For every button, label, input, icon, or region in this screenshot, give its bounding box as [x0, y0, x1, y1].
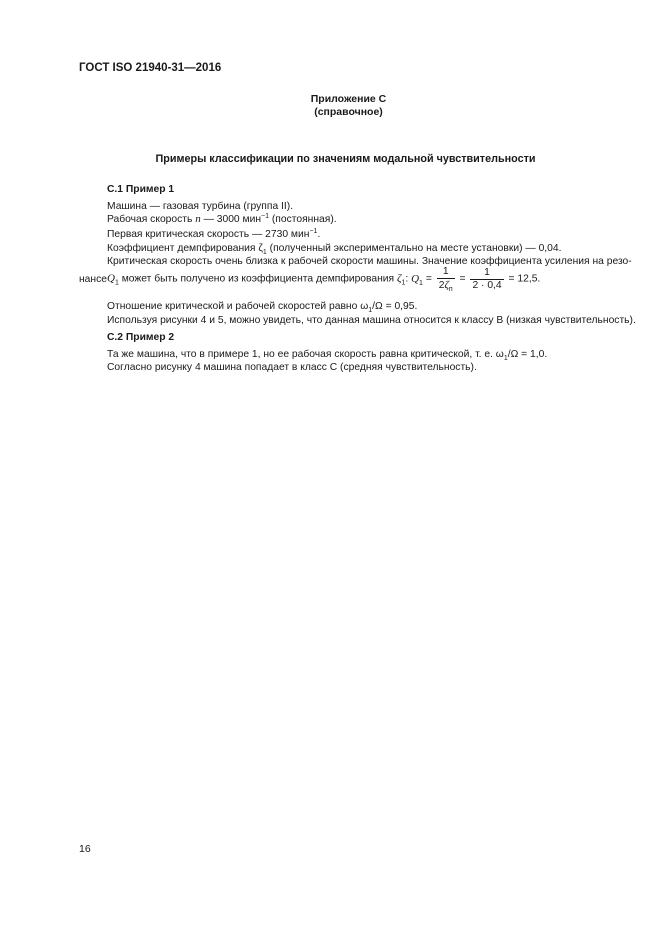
annex-subtitle: (справочное): [314, 106, 383, 118]
example2-title: С.2 Пример 2: [107, 332, 175, 343]
example1-title: С.1 Пример 1: [107, 184, 175, 195]
fraction-1: $\frac{1}{2\zeta_п}$: [438, 266, 453, 293]
example1-line-damping: Коэффициент демпфирования $\zeta_1$ (полученный экспериментально на месте установки) — 0,04.: [107, 243, 562, 256]
annex-heading: [0, 93, 661, 119]
example1-line-critical-speed: Первая критическая скорость — 2730 мин$^{-1}$.: [107, 228, 321, 240]
main-title: Примеры классификации по значениям модальной чувствительности: [155, 153, 536, 165]
document-code: ГОСТ ISO 21940-31—2016: [79, 62, 222, 74]
example2-line-conclusion: Согласно рисунку 4 машина попадает в класс С (средняя чувствительность).: [107, 362, 477, 373]
fraction-2: $\frac{1}{2 \cdot 0,4}$: [472, 266, 502, 291]
example1-line-ratio: Отношение критической и рабочей скоростей равно $\omega_1/\Omega = 0,95$.: [107, 301, 418, 314]
annex-title: Приложение С: [310, 93, 387, 105]
example1-line-machine: Машина — газовая турбина (группа II).: [107, 201, 294, 212]
page-number: 16: [79, 843, 91, 855]
example1-line-conclusion: Используя рисунки 4 и 5, можно увидеть, что данная машина относится к классу В (низкая чувствительность).: [107, 315, 636, 326]
example2-line-same-machine: Та же машина, что в примере 1, но ее рабочая скорость равна критической, т. е. $\omega_1/\Omega = 1,0$.: [107, 349, 548, 362]
example1-line-resonance-1: Критическая скорость очень близка к рабочей скорости машины. Значение коэффициента усиления на резо-: [107, 256, 632, 267]
formula-q1: $Q_1$: [411, 272, 423, 287]
example1-line-resonance-2: нансеQ$_1$ может быть получено из коэффициента демпфирования $\zeta_1$: $Q_1$ = $\frac{1}{2\zeta_п}$ = $\frac{1}{2 \cdot 0,4}$ = 12,5.: [79, 266, 541, 293]
example1-line-operating-speed: Рабочая скорость n — 3000 мин$^{-1}$ (постоянная).: [107, 213, 337, 225]
